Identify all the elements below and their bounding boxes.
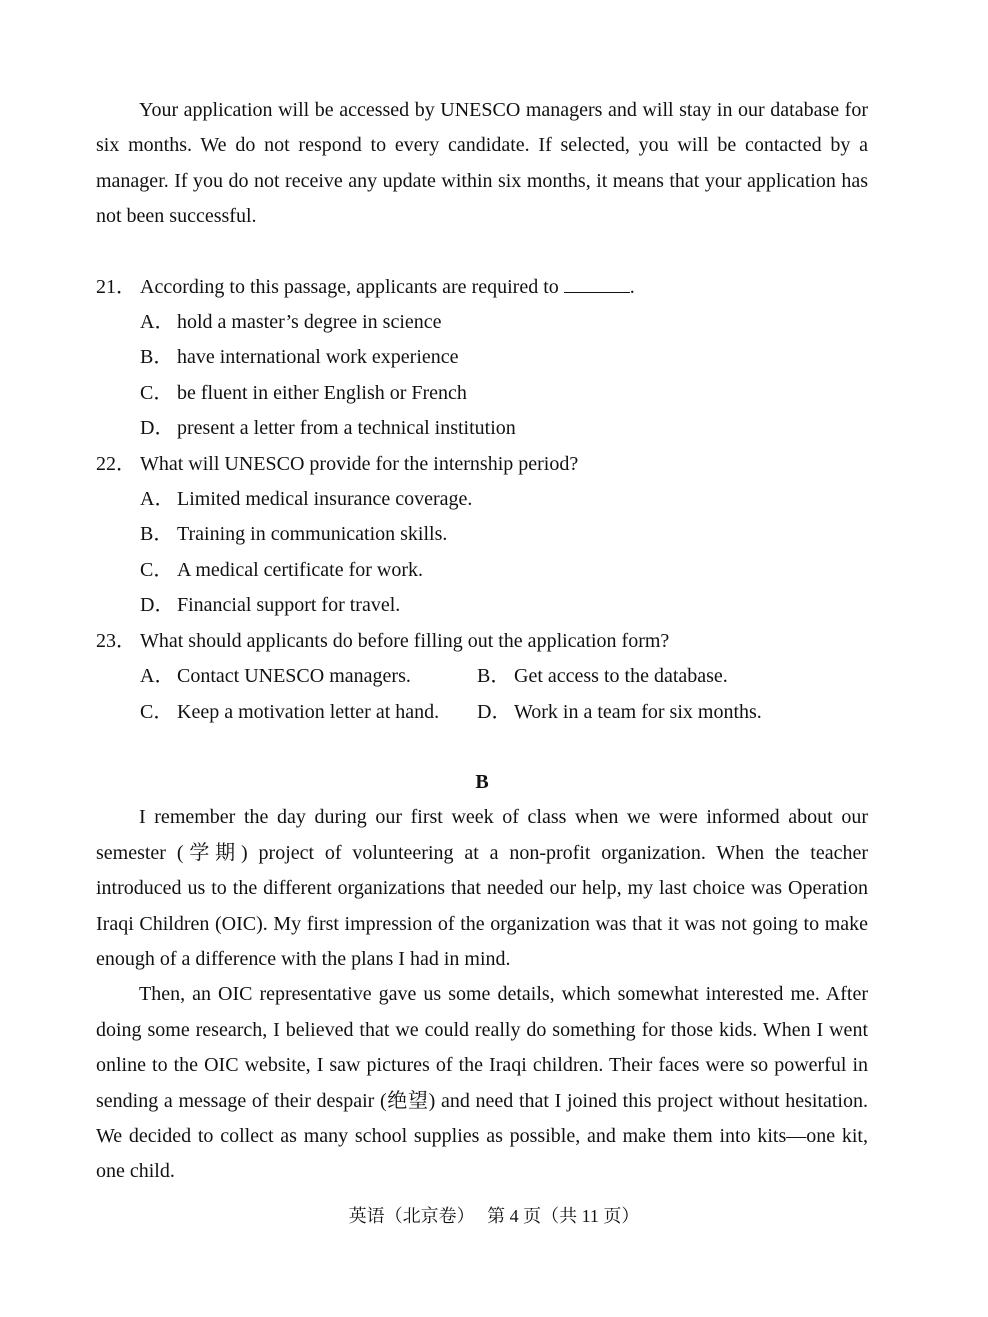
option-text: Work in a team for six months. bbox=[514, 700, 762, 723]
section-title: B bbox=[475, 770, 489, 793]
intro-paragraph: Your application will be accessed by UNESCO managers and will stay in our database for six months. We do not respond to every candidate. If selected, you will be contacted by a manager. If you do not receive any update within six months, it means that your application has not been successful. bbox=[96, 99, 868, 228]
option-23-a bbox=[140, 659, 477, 694]
option-letter: C． bbox=[140, 700, 174, 723]
option-22-c bbox=[96, 553, 868, 588]
option-letter: B． bbox=[140, 346, 174, 369]
question-stem: What should applicants do before filling out the application form? bbox=[140, 629, 670, 652]
option-text: Training in communication skills. bbox=[177, 523, 448, 546]
option-text: be fluent in either English or French bbox=[177, 381, 467, 404]
question-number: 23． bbox=[96, 629, 136, 652]
question-23 bbox=[96, 624, 868, 659]
option-letter: B． bbox=[140, 523, 174, 546]
option-22-b bbox=[96, 517, 868, 552]
footer-page-number: 第 4 页（共 11 页） bbox=[487, 1206, 640, 1226]
option-23-c bbox=[140, 695, 477, 730]
passage-paragraph-1: I remember the day during our first week of class when we were informed about our semester (学期) project of volunteering at a non-profit organization. When the teacher introduced us to the different organizations that needed our help, my last choice was Operation Iraqi Children (OIC). My first impression of the organization was that it was not going to make enough of a difference with the plans I had in mind. bbox=[96, 806, 868, 970]
question-22 bbox=[96, 447, 868, 482]
options-23-row-2 bbox=[96, 695, 868, 730]
option-21-a bbox=[96, 305, 868, 340]
option-text: present a letter from a technical institution bbox=[177, 417, 516, 440]
option-text: have international work experience bbox=[177, 346, 459, 369]
question-stem: According to this passage, applicants are required to bbox=[140, 275, 559, 298]
option-text: Keep a motivation letter at hand. bbox=[177, 700, 440, 723]
option-letter: C． bbox=[140, 381, 174, 404]
question-21: 21． According to this passage, applicants are required to . bbox=[96, 270, 868, 305]
option-text: A medical certificate for work. bbox=[177, 558, 423, 581]
option-letter: B． bbox=[477, 665, 511, 688]
question-stem: What will UNESCO provide for the internship period? bbox=[140, 452, 579, 475]
passage-paragraph-2: Then, an OIC representative gave us some details, which somewhat interested me. After doing some research, I believed that we could really do something for those kids. When I went online to the OIC website, I saw pictures of the Iraqi children. Their faces were so powerful in sending a message of their despair (绝望) and need that I joined this project without hesitation. We decided to collect as many school supplies as possible, and make them into kits—one kit, one child. bbox=[96, 983, 868, 1183]
option-letter: A． bbox=[140, 488, 175, 511]
question-number: 22． bbox=[96, 452, 136, 475]
option-23-d bbox=[477, 695, 814, 730]
page-footer bbox=[0, 1201, 988, 1231]
option-22-d bbox=[96, 588, 868, 623]
option-text: Limited medical insurance coverage. bbox=[177, 488, 473, 511]
option-21-d bbox=[96, 411, 868, 446]
option-text: Contact UNESCO managers. bbox=[177, 665, 411, 688]
option-text: hold a master’s degree in science bbox=[177, 311, 442, 334]
options-23-row-1 bbox=[96, 659, 868, 694]
option-letter: A． bbox=[140, 665, 175, 688]
option-letter: A． bbox=[140, 311, 175, 334]
option-letter: D． bbox=[140, 417, 175, 440]
option-21-b bbox=[96, 340, 868, 375]
option-letter: C． bbox=[140, 558, 174, 581]
question-number: 21． bbox=[96, 275, 136, 298]
answer-blank bbox=[564, 274, 630, 293]
option-text: Get access to the database. bbox=[514, 665, 728, 688]
option-22-a bbox=[96, 482, 868, 517]
footer-subject: 英语（北京卷） bbox=[348, 1206, 475, 1226]
option-text: Financial support for travel. bbox=[177, 594, 401, 617]
option-letter: D． bbox=[477, 700, 512, 723]
option-21-c bbox=[96, 376, 868, 411]
option-23-b bbox=[477, 659, 814, 694]
page-content bbox=[96, 93, 868, 1190]
option-letter: D． bbox=[140, 594, 175, 617]
